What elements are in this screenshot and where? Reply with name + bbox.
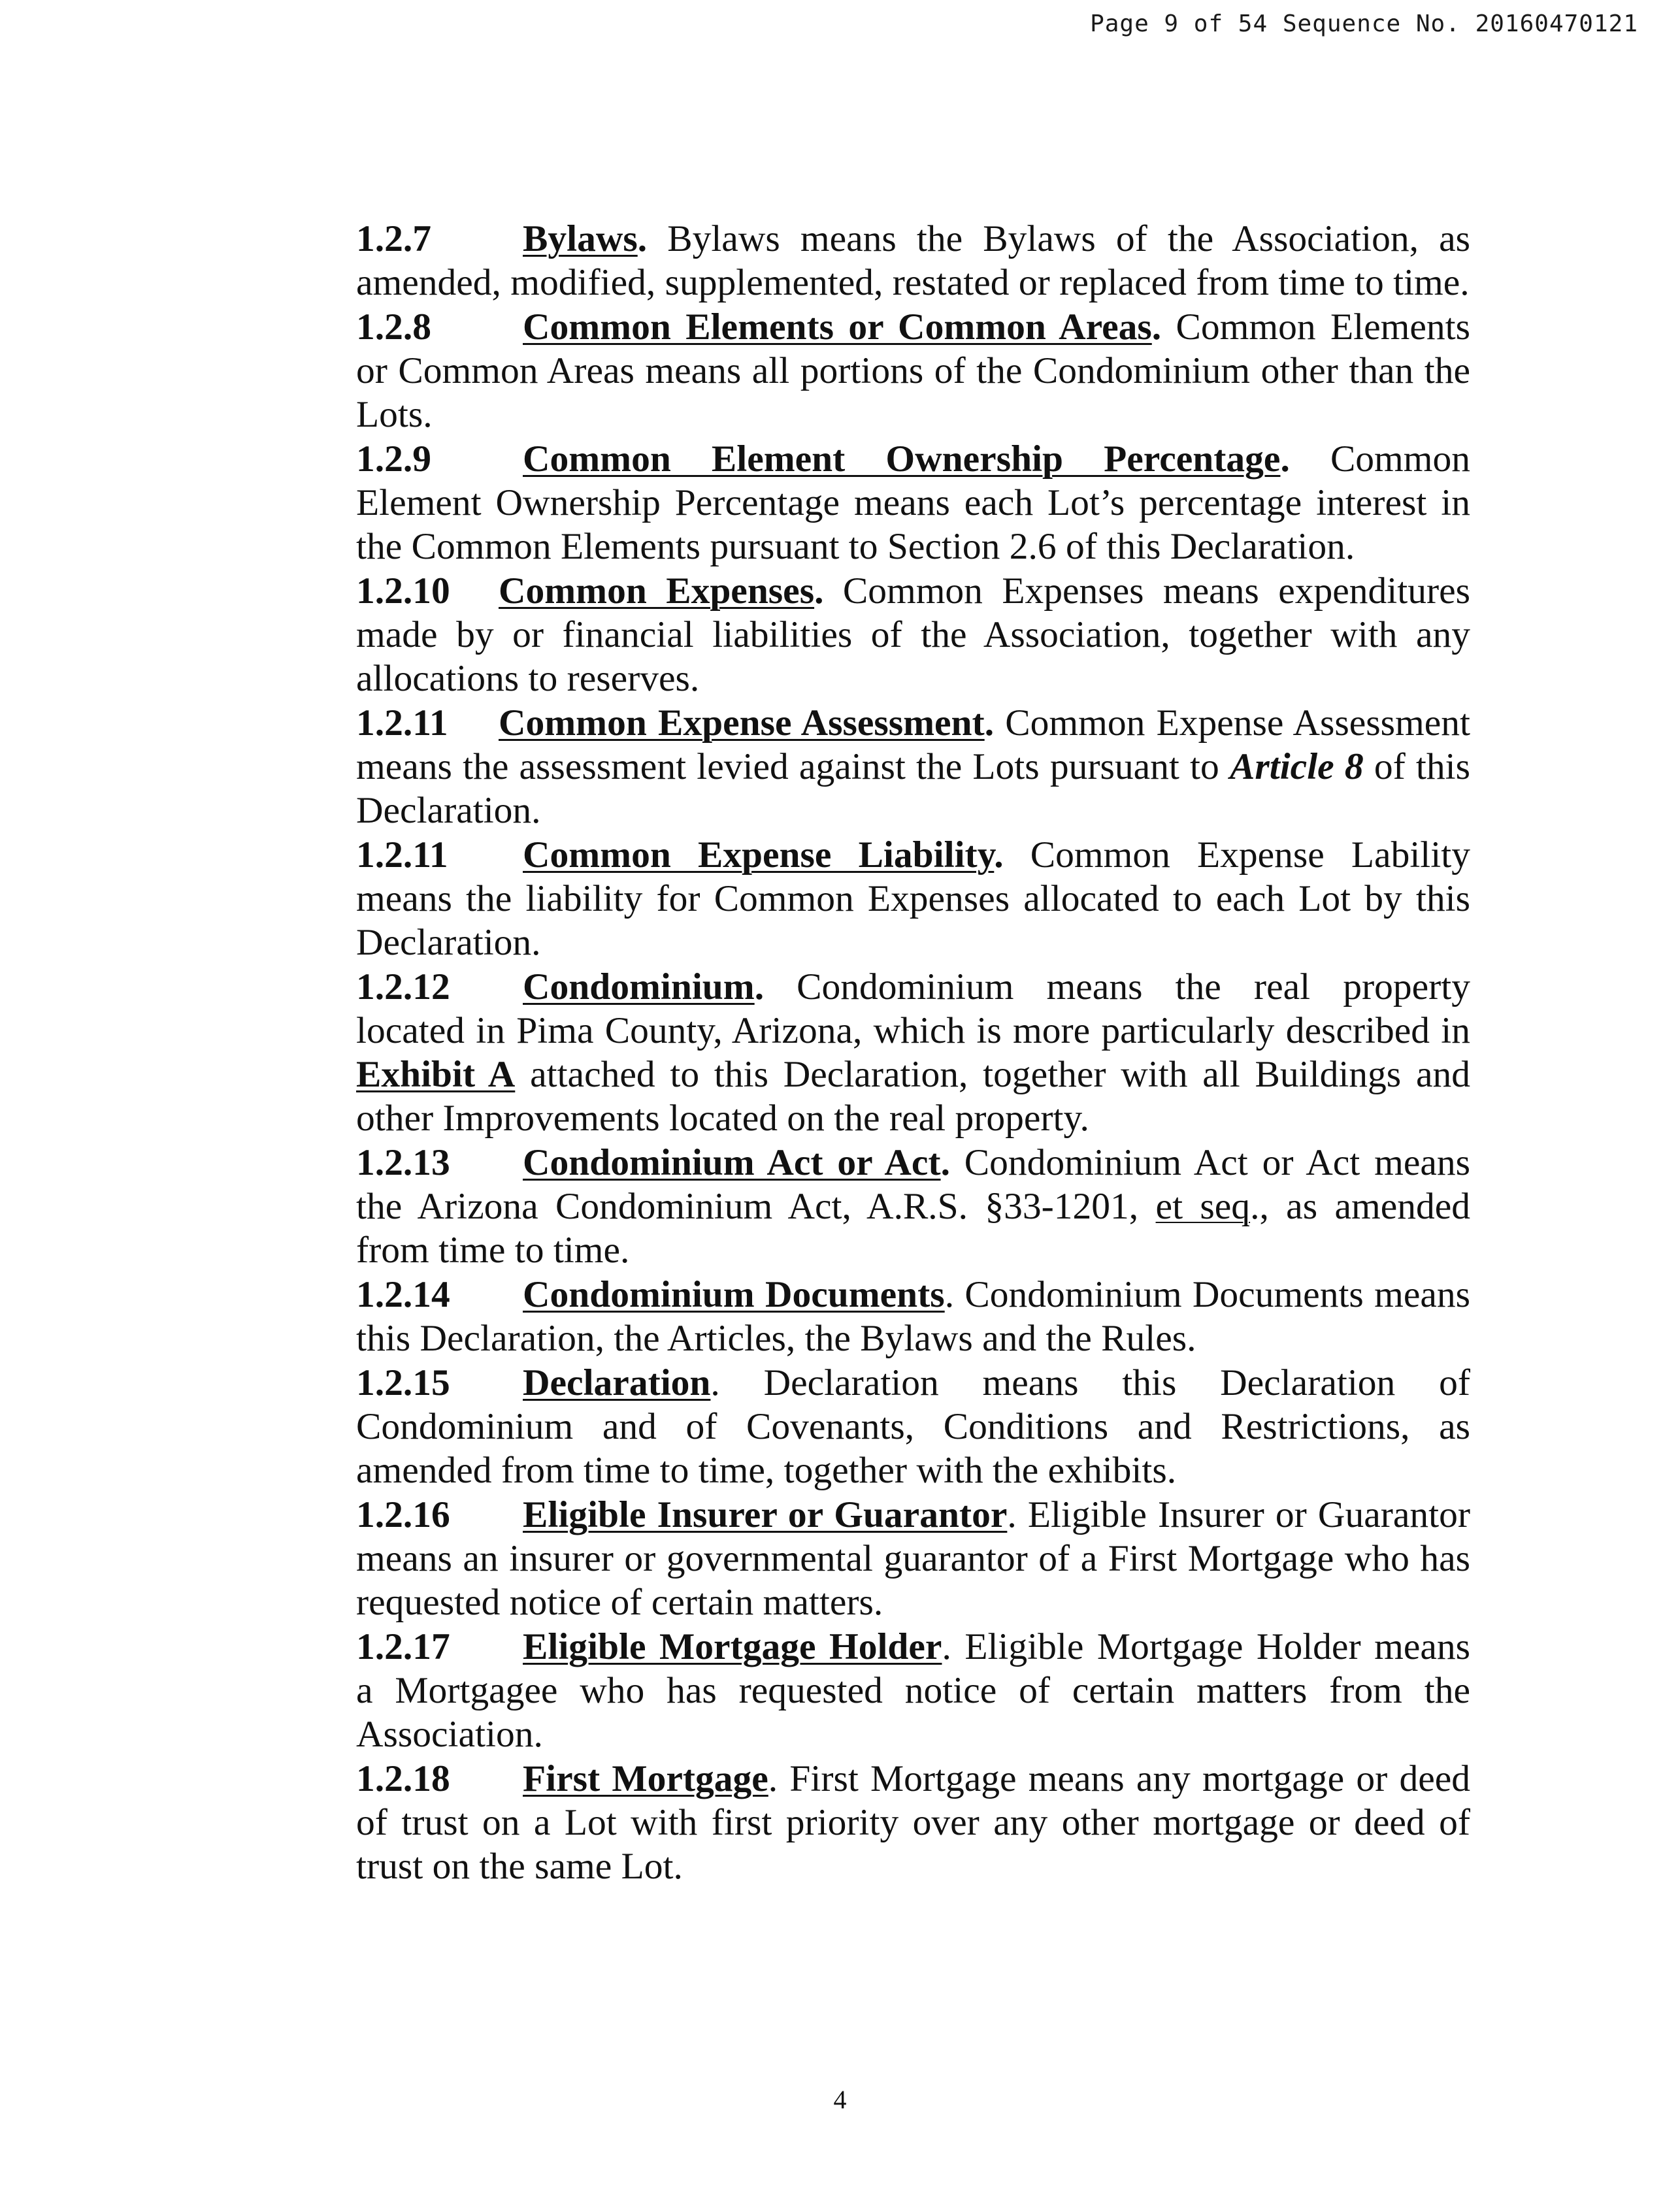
section-number: 1.2.14 [356,1274,450,1315]
definition-condominium-act: 1.2.13 Condominium Act or Act. Condominium Act or Act means the Arizona Condominium Act, A.R.S. §33-1201, et seq., as amended from time to time. [356,1142,1470,1271]
section-number: 1.2.11 [356,834,448,875]
section-number: 1.2.15 [356,1362,450,1403]
section-number: 1.2.12 [356,966,450,1007]
definition-text-after: ., as amended from time to time. [356,1186,1470,1271]
defined-term: Declaration [523,1362,711,1403]
definition-eligible-insurer: 1.2.16 Eligible Insurer or Guarantor. Eligible Insurer or Guarantor means an insurer or governmental guarantor of a First Mortgage who has requested notice of certain matters. [356,1494,1471,1623]
defined-term: Eligible Mortgage Holder [523,1626,942,1667]
definition-text-after: attached to this Declaration, together with all Buildings and other Improvements located on the real property. [356,1054,1470,1139]
section-number: 1.2.11 [356,702,448,744]
defined-term: First Mortgage [523,1758,768,1799]
defined-term: Common Expenses [499,570,815,612]
latin-reference: et seq [1155,1186,1251,1227]
definition-text: Common Expenses means expenditures made by or financial liabilities of the Association, together with any allocations to reserves. [356,570,1471,699]
defined-term: Condominium Documents [523,1274,945,1315]
definition-text: Condominium Documents means this Declaration, the Articles, the Bylaws and the Rules. [356,1274,1470,1359]
definition-common-elements: 1.2.8 Common Elements or Common Areas. Common Elements or Common Areas means all portions of the Condominium other than the Lots. [356,306,1470,435]
definition-text: Common Element Ownership Percentage means each Lot’s percentage interest in the Common Elements pursuant to Section 2.6 of this Declaration. [356,438,1470,567]
section-number: 1.2.8 [356,306,431,348]
definition-bylaws: 1.2.7 Bylaws. Bylaws means the Bylaws of the Association, as amended, modified, supplemented, restated or replaced from time to time. [356,218,1470,303]
defined-term: Condominium [523,966,755,1007]
defined-term: Common Expense Assessment [499,702,985,744]
page-sequence-header: Page 9 of 54 Sequence No. 20160470121 [1090,10,1638,37]
definition-declaration: 1.2.15 Declaration. Declaration means this Declaration of Condominium and of Covenants, Conditions and Restrictions, as amended from time to time, together with the exhibits. [356,1362,1470,1491]
exhibit-reference: Exhibit A [356,1054,516,1095]
defined-term: Condominium Act or Act [523,1142,941,1183]
section-number: 1.2.16 [356,1494,450,1535]
definition-text: Condominium means the real property located in Pima County, Arizona, which is more particularly described in [356,966,1470,1051]
section-number: 1.2.10 [356,570,450,612]
definition-ownership-percentage: 1.2.9 Common Element Ownership Percentage. Common Element Ownership Percentage means each Lot’s percentage interest in the Common Elements pursuant to Section 2.6 of this Declaration. [356,438,1470,567]
defined-term: Common Element Ownership Percentage [523,438,1281,480]
definition-text: Common Elements or Common Areas means all portions of the Condominium other than the Lots. [356,306,1470,435]
defined-term: Common Expense Liability [523,834,995,875]
section-number: 1.2.7 [356,218,431,259]
article-reference: Article 8 [1230,746,1364,787]
defined-term: Bylaws [523,218,638,259]
definition-text: Common Expense Assessment means the assessment levied against the Lots pursuant to [356,702,1470,787]
definition-first-mortgage: 1.2.18 First Mortgage. First Mortgage means any mortgage or deed of trust on a Lot with first priority over any other mortgage or deed of trust on the same Lot. [356,1758,1470,1887]
defined-term: Common Elements or Common Areas [523,306,1152,348]
definition-expense-liability: 1.2.11 Common Expense Liability. Common Expense Lability means the liability for Common Expenses allocated to each Lot by this Declaration. [356,834,1470,963]
definition-text: Condominium Act or Act means the Arizona Condominium Act, A.R.S. §33-1201, [356,1142,1470,1227]
definition-condominium: 1.2.12 Condominium. Condominium means the real property located in Pima County, Arizona, which is more particularly described in Exhibit A attached to this Declaration, together with all Buildings and other Improvements located on the real property. [356,966,1470,1139]
definition-text: First Mortgage means any mortgage or deed of trust on a Lot with first priority over any other mortgage or deed of trust on the same Lot. [356,1758,1470,1887]
section-number: 1.2.13 [356,1142,450,1183]
definition-text: Bylaws means the Bylaws of the Association, as amended, modified, supplemented, restated or replaced from time to time. [356,218,1470,303]
definition-text: Eligible Insurer or Guarantor means an insurer or governmental guarantor of a First Mortgage who has requested notice of certain matters. [356,1494,1471,1623]
definition-text: Common Expense Lability means the liability for Common Expenses allocated to each Lot by this Declaration. [356,834,1470,963]
definitions-body [356,217,1470,1889]
definition-text: Eligible Mortgage Holder means a Mortgagee who has requested notice of certain matters from the Association. [356,1626,1471,1755]
section-number: 1.2.9 [356,438,431,480]
definition-text-after: of this Declaration. [356,746,1471,831]
page-number: 4 [833,2085,847,2114]
definition-condominium-documents: 1.2.14 Condominium Documents. Condominium Documents means this Declaration, the Articles, the Bylaws and the Rules. [356,1274,1470,1359]
definition-expense-assessment: 1.2.11 Common Expense Assessment. Common Expense Assessment means the assessment levied against the Lots pursuant to Article 8 of this Declaration. [356,702,1471,831]
section-number: 1.2.17 [356,1626,450,1667]
defined-term: Eligible Insurer or Guarantor [523,1494,1008,1535]
definition-common-expenses: 1.2.10 Common Expenses. Common Expenses means expenditures made by or financial liabilities of the Association, together with any allocations to reserves. [356,570,1471,699]
definition-text: Declaration means this Declaration of Condominium and of Covenants, Conditions and Restrictions, as amended from time to time, together with the exhibits. [356,1362,1470,1491]
section-number: 1.2.18 [356,1758,450,1799]
definition-eligible-mortgage-holder: 1.2.17 Eligible Mortgage Holder. Eligible Mortgage Holder means a Mortgagee who has requested notice of certain matters from the Association. [356,1626,1471,1755]
